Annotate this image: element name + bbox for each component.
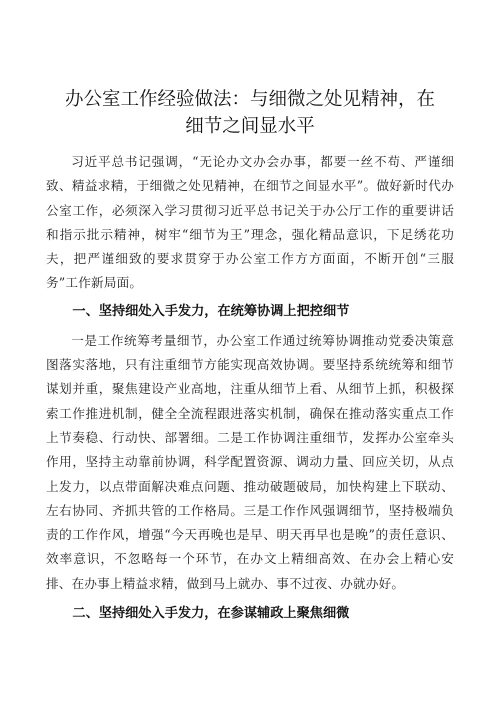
- section-1-heading: 一、坚持细处入手发力，在统筹协调上把控细节: [72, 303, 350, 319]
- document-title-line-2: 细节之间显水平: [185, 116, 315, 137]
- section-1-paragraph: 一是工作统筹考量细节，办公室工作通过统筹协调推动党委决策意图落实落地，只有注重细节方能实现高效协调。要坚持系统统筹和细节谋划并重，聚焦建设产业高地，注重从细节上看、从细节上抓，积极探索工作推进机制，健全全流程跟进落实机制，确保在推动落实重点工作上节奏稳、行动快、部署细。二是工作协调注重细节，发挥办公室牵头作用，坚持主动靠前协调，科学配置资源、调动力量、回应关切，从点上发力，以点带面解决难点问题、推动破题破局，加快构建上下联动、左右协同、齐抓共管的工作格局。三是工作作风强调细节，坚持极端负责的工作作风，增强“今天再晚也是早、明天再早也是晚”的责任意识、效率意识，不忽略每一个环节，在办文上精细高效、在办会上精心安排、在办事上精益求精，做到马上就办、事不过夜、办就办好。: [46, 332, 454, 591]
- intro-paragraph: 习近平总书记强调，“无论办文办会办事，都要一丝不苟、严谨细致、精益求精，于细微之处见精神，在细节之间显水平”。做好新时代办公室工作，必须深入学习贯彻习近平总书记关于办公厅工作的重要讲话和指示批示精神，树牢“细节为王”理念，强化精品意识，下足绣花功夫，把严谨细致的要求贯穿于办公室工作方方面面，不断开创“三服务”工作新局面。: [46, 154, 454, 291]
- document-title-line-1: 办公室工作经验做法：与细微之处见精神，在: [64, 89, 435, 110]
- document-title: [46, 86, 454, 140]
- section-2-heading: 二、坚持细处入手发力，在参谋辅政上聚焦细微: [72, 606, 350, 622]
